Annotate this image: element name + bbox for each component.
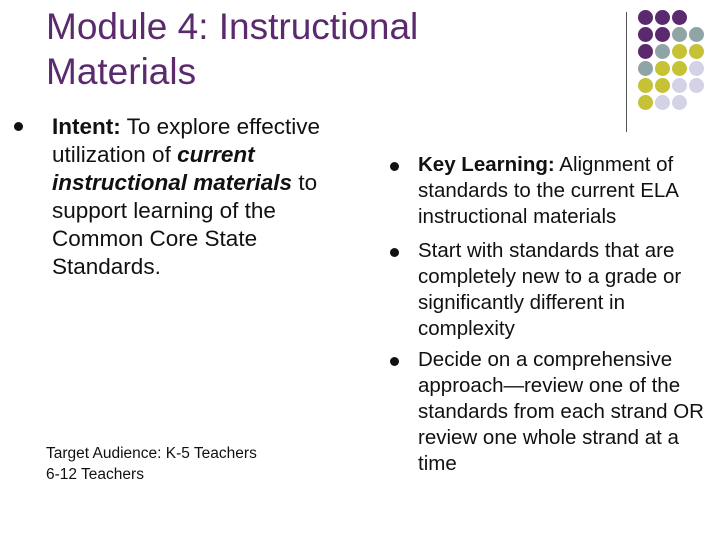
decorative-dot bbox=[689, 61, 704, 76]
decorative-dot bbox=[655, 78, 670, 93]
start-with-standards-bullet bbox=[390, 238, 710, 342]
decide-approach-bullet bbox=[390, 347, 710, 477]
decorative-dot bbox=[638, 10, 653, 25]
decorative-dot bbox=[672, 44, 687, 59]
decorative-dot bbox=[689, 78, 704, 93]
decorative-dot bbox=[655, 44, 670, 59]
audience-line-1: Target Audience: K-5 Teachers bbox=[46, 445, 257, 462]
intent-post: to support learning of the Common Core State Standards. bbox=[52, 170, 318, 279]
decorative-dot bbox=[672, 61, 687, 76]
decorative-dot bbox=[638, 61, 653, 76]
key-learning-body: Alignment of standards to the current ELA instructional materials bbox=[418, 153, 678, 228]
decorative-dot bbox=[638, 27, 653, 42]
decorative-dot bbox=[655, 95, 670, 110]
decorative-dot-grid bbox=[638, 10, 718, 120]
decorative-dot bbox=[672, 78, 687, 93]
key-learning-bullet bbox=[390, 152, 710, 230]
decorative-dot bbox=[638, 95, 653, 110]
bullet-icon bbox=[390, 357, 399, 366]
key-learning-label: Key Learning: bbox=[418, 153, 555, 176]
intent-text bbox=[52, 113, 336, 281]
title-divider bbox=[626, 12, 627, 132]
decide-approach-text: Decide on a comprehensive approach—review one of the standards from each strand OR review one whole strand at a time bbox=[418, 348, 704, 475]
key-learning-text bbox=[418, 152, 710, 230]
intent-label: Intent: bbox=[52, 114, 121, 139]
left-column bbox=[14, 113, 336, 281]
intent-bullet bbox=[14, 113, 336, 281]
audience-line-2: 6-12 Teachers bbox=[46, 466, 144, 483]
intent-emphasis: current instructional materials bbox=[52, 142, 293, 195]
decorative-dot bbox=[655, 10, 670, 25]
title-line-1: Module 4: Instructional bbox=[46, 6, 419, 47]
start-with-standards-text: Start with standards that are completely new to a grade or significantly different in complexity bbox=[418, 239, 682, 340]
decorative-dot bbox=[655, 27, 670, 42]
target-audience bbox=[46, 443, 336, 485]
right-column bbox=[390, 152, 710, 477]
decorative-dot bbox=[655, 61, 670, 76]
bullet-icon bbox=[390, 162, 399, 171]
decorative-dot bbox=[672, 95, 687, 110]
decorative-dot bbox=[672, 27, 687, 42]
bullet-icon bbox=[14, 122, 23, 131]
bullet-icon bbox=[390, 248, 399, 257]
intent-pre: To explore effective utilization of bbox=[52, 114, 321, 167]
decorative-dot bbox=[672, 10, 687, 25]
title-line-2: Materials bbox=[46, 51, 197, 92]
decorative-dot bbox=[689, 27, 704, 42]
decorative-dot bbox=[689, 44, 704, 59]
slide-title bbox=[46, 4, 606, 94]
decorative-dot bbox=[638, 78, 653, 93]
decorative-dot bbox=[638, 44, 653, 59]
